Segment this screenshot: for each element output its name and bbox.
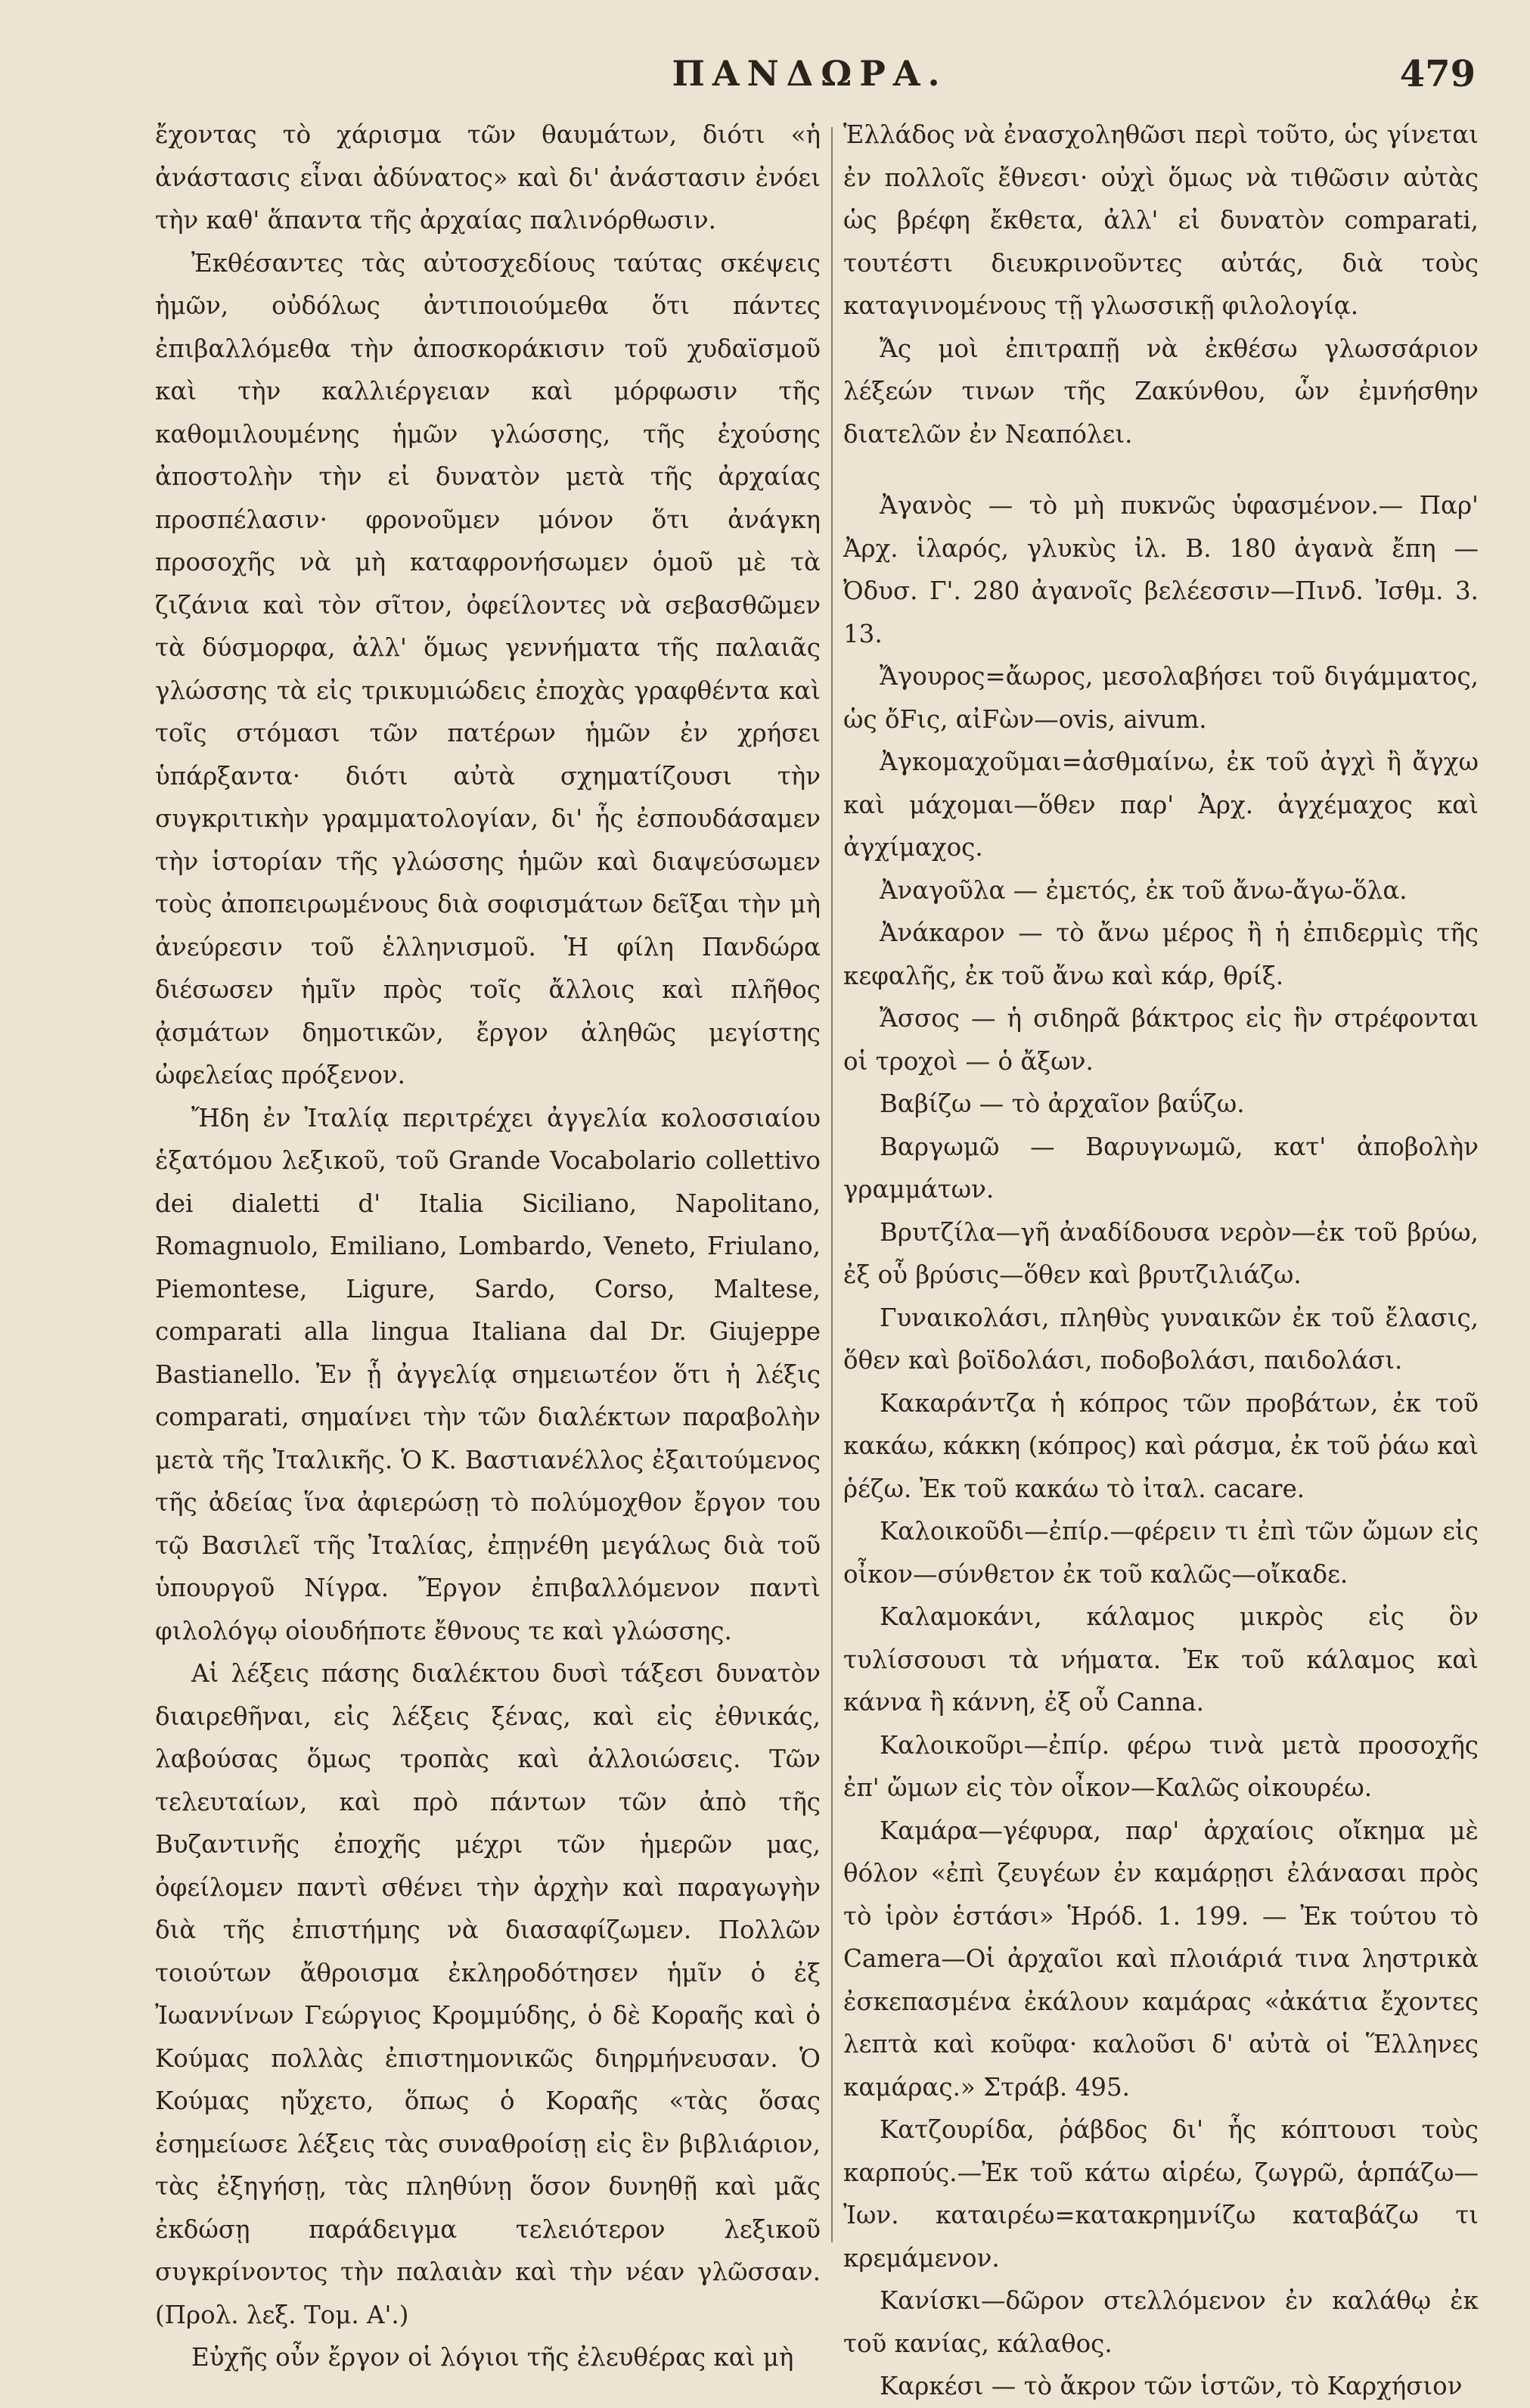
- glossary-entry: Ἄγουρος=ἄωρος, μεσολαβήσει τοῦ διγάμματος, ὡς ὄFις, αἰFὼν—ovis, aivum.: [843, 662, 1479, 734]
- glossary-entry: Κανίσκι—δῶρον στελλόμενον ἐν καλάθῳ ἐκ τοῦ κανίας, κάλαθος.: [843, 2286, 1479, 2358]
- paragraph: Ἑλλάδος νὰ ἐνασχοληθῶσι περὶ τοῦτο, ὡς γίνεται ἐν πολλοῖς ἔθνεσι· οὐχὶ ὅμως νὰ τιθῶσιν αὐτὰς ὡς βρέφη ἔκθετα, ἀλλ' εἰ δυνατὸν comparati, τουτέστι διευκρινοῦντες αὐτάς, διὰ τοὺς καταγινομένους τῇ γλωσσικῇ φιλολογίᾳ.: [843, 120, 1479, 320]
- glossary-entry: Καμάρα—γέφυρα, παρ' ἀρχαίοις οἴκημα μὲ θόλον «ἐπὶ ζευγέων ἐν καμάρῃσι ἐλάνασαι πρὸς τὸ ἱρὸν ἑστάσι» Ἡρόδ. 1. 199. — Ἐκ τούτου τὸ Camera—Οἱ ἀρχαῖοι καὶ πλοιάριά τινα ληστρικὰ ἐσκεπασμένα ἐκάλουν καμάρας «ἀκάτια ἔχοντες λεπτὰ καὶ κοῦφα· καλοῦσι δ' αὐτὰ οἱ Ἕλληνες καμάρας.» Στράβ. 495.: [843, 1816, 1479, 2102]
- paragraph: Αἱ λέξεις πάσης διαλέκτου δυσὶ τάξεσι δυνατὸν διαιρεθῆναι, εἰς λέξεις ξένας, καὶ εἰς ἐθνικάς, λαβούσας ὅμως τροπὰς καὶ ἀλλοιώσεις. Τῶν τελευταίων, καὶ πρὸ πάντων τῶν ἀπὸ τῆς Βυζαντινῆς ἐποχῆς μέχρι τῶν ἡμερῶν μας, ὀφείλομεν παντὶ σθένει τὴν ἀρχὴν καὶ παραγωγὴν διὰ τῆς ἐπιστήμης νὰ διασαφίζωμεν. Πολλῶν τοιούτων ἄθροισμα ἐκληροδότησεν ἡμῖν ὁ ἐξ Ἰωαννίνων Γεώργιος Κρομμύδης, ὁ δὲ Κοραῆς καὶ ὁ Κούμας πολλὰς ἐπιστημονικῶς διηρμήνευσαν. Ὁ Κούμας ηὔχετο, ὅπως ὁ Κοραῆς «τὰς ὅσας ἐσημείωσε λέξεις τὰς συναθροίσῃ εἰς ἓν βιβλιάριον, τὰς ἐξηγήσῃ, τὰς πληθύνῃ ὅσον δυνηθῇ καὶ μᾶς ἐκδώσῃ παράδειγμα τελειότερον λεξικοῦ συγκρίνοντος τὴν παλαιὰν καὶ τὴν νέαν γλῶσσαν. (Προλ. λεξ. Τομ. Α'.): [155, 1659, 821, 2329]
- paragraph: Ἤδη ἐν Ἰταλίᾳ περιτρέχει ἀγγελία κολοσσιαίου ἑξατόμου λεξικοῦ, τοῦ Grande Vocabolario collettivo dei dialetti d' Italia Siciliano, Napolitano, Romagnuolo, Emiliano, Lombardo, Veneto, Friulano, Piemontese, Ligure, Sardo, Corso, Maltese, comparati alla lingua Italiana dal Dr. Giujeppe Bastianello. Ἐν ᾗ ἀγγελίᾳ σημειωτέον ὅτι ἡ λέξις comparati, σημαίνει τὴν τῶν διαλέκτων παραβολὴν μετὰ τῆς Ἰταλικῆς. Ὁ Κ. Βαστιανέλλος ἐξαιτούμενος τῆς ἀδείας ἵνα ἀφιερώσῃ τὸ πολύμοχθον ἔργον του τῷ Βασιλεῖ τῆς Ἰταλίας, ἐπῃνέθη μεγάλως διὰ τοῦ ὑπουργοῦ Νίγρα. Ἔργον ἐπιβαλλόμενον παντὶ φιλολόγῳ οἱουδήποτε ἔθνους τε καὶ γλώσσης.: [155, 1103, 821, 1645]
- glossary-entry: Ἀναγοῦλα — ἐμετός, ἐκ τοῦ ἄνω-ἄγω-ὅλα.: [880, 875, 1407, 905]
- journal-title: ΠΑΝΔΩΡΑ.: [672, 53, 948, 94]
- glossary-entry: Γυναικολάσι, πληθὺς γυναικῶν ἐκ τοῦ ἔλασις, ὅθεν καὶ βοϊδολάσι, ποδοβολάσι, παιδολάσι.: [843, 1303, 1479, 1375]
- paragraph: Ἄς μοὶ ἐπιτραπῇ νὰ ἐκθέσω γλωσσάριον λέξεών τινων τῆς Ζακύνθου, ὧν ἐμνήσθην διατελῶν ἐν Νεαπόλει.: [843, 334, 1479, 449]
- glossary-entry: Κατζουρίδα, ῥάβδος δι' ἧς κόπτουσι τοὺς καρπούς.—Ἐκ τοῦ κάτω αἱρέω, ζωγρῶ, ἁρπάζω—Ἰων. καταιρέω=κατακρημνίζω καταβάζω τι κρεμάμενον.: [843, 2115, 1479, 2273]
- column-divider: [831, 127, 833, 2242]
- glossary-entry: Βαβίζω — τὸ ἀρχαῖον βαΰζω.: [880, 1089, 1245, 1118]
- paragraph: Ἐκθέσαντες τὰς αὐτοσχεδίους ταύτας σκέψεις ἡμῶν, οὐδόλως ἀντιποιούμεθα ὅτι πάντες ἐπιβαλλόμεθα τὴν ἀποσκοράκισιν τοῦ χυδαϊσμοῦ καὶ τὴν καλλιέργειαν καὶ μόρφωσιν τῆς καθομιλουμένης ἡμῶν γλώσσης, τῆς ἐχούσης ἀποστολὴν τὴν εἰ δυνατὸν μετὰ τῆς ἀρχαίας προσπέλασιν· φρονοῦμεν μόνον ὅτι ἀνάγκη προσοχῆς νὰ μὴ καταφρονήσωμεν ὁμοῦ μὲ τὰ ζιζάνια καὶ τὸν σῖτον, ὀφείλοντες νὰ σεβασθῶμεν τὰ δύσμορφα, ἀλλ' ὅμως γεννήματα τῆς παλαιᾶς γλώσσης τὰ εἰς τρικυμιώδεις ἐποχὰς γραφθέντα καὶ τοῖς στόμασι τῶν πατέρων ἡμῶν ἐν χρήσει ὑπάρξαντα· διότι αὐτὰ σχηματίζουσι τὴν συγκριτικὴν γραμματολογίαν, δι' ἧς ἐσπουδάσαμεν τὴν ἱστορίαν τῆς γλώσσης ἡμῶν καὶ διαψεύσωμεν τοὺς ἀποπειρωμένους διὰ σοφισμάτων δεῖξαι τὴν μὴ ἀνεύρεσιν τοῦ ἑλληνισμοῦ. Ἡ φίλη Πανδώρα διέσωσεν ἡμῖν πρὸς τοῖς ἄλλοις καὶ πλῆθος ᾀσμάτων δημοτικῶν, ἔργον ἀληθῶς μεγίστης ὠφελείας πρόξενον.: [155, 248, 821, 1089]
- glossary-entry: Καλαμοκάνι, κάλαμος μικρὸς εἰς ὃν τυλίσσουσι τὰ νήματα. Ἐκ τοῦ κάλαμος καὶ κάννα ἢ κάννη, ἐξ οὗ Canna.: [843, 1602, 1479, 1717]
- paragraph: Εὐχῆς οὖν ἔργον οἱ λόγιοι τῆς ἐλευθέρας καὶ μὴ: [191, 2343, 794, 2372]
- left-column: [155, 113, 821, 2372]
- glossary-entry: Καλοικοῦρι—ἐπίρ. φέρω τινὰ μετὰ προσοχῆς ἐπ' ὤμων εἰς τὸν οἶκον—Καλῶς οἰκουρέω.: [843, 1730, 1479, 1802]
- glossary-entry: Καλοικοῦδι—ἐπίρ.—φέρειν τι ἐπὶ τῶν ὤμων εἰς οἶκον—σύνθετον ἐκ τοῦ καλῶς—οἴκαδε.: [843, 1517, 1479, 1589]
- glossary-entry: Βαργωμῶ — Βαρυγνωμῶ, κατ' ἀποβολὴν γραμμάτων.: [843, 1132, 1479, 1204]
- glossary-entry: Ἄσσος — ἡ σιδηρᾶ βάκτρος εἰς ἣν στρέφονται οἱ τροχοὶ — ὁ ἄξων.: [843, 1004, 1479, 1076]
- glossary-entry: Κακαράντζα ἡ κόπρος τῶν προβάτων, ἐκ τοῦ κακάω, κάκκη (κόπρος) καὶ ράσμα, ἐκ τοῦ ῥάω καὶ ῥέζω. Ἐκ τοῦ κακάω τὸ ἰταλ. cacare.: [843, 1388, 1479, 1503]
- glossary-entry: Ἀγκομαχοῦμαι=ἀσθμαίνω, ἐκ τοῦ ἀγχὶ ἢ ἄγχω καὶ μάχομαι—ὅθεν παρ' Ἀρχ. ἀγχέμαχος καὶ ἀγχίμαχος.: [843, 747, 1479, 862]
- glossary-entry: Βρυτζίλα—γῆ ἀναδίδουσα νερὸν—ἐκ τοῦ βρύω, ἐξ οὗ βρύσις—ὅθεν καὶ βρυτζιλιάζω.: [843, 1217, 1479, 1289]
- paragraph: ἔχοντας τὸ χάρισμα τῶν θαυμάτων, διότι «ἡ ἀνάστασις εἶναι ἀδύνατος» καὶ δι' ἀνάστασιν ἐνόει τὴν καθ' ἅπαντα τῆς ἀρχαίας παλινόρθωσιν.: [155, 120, 821, 235]
- page-number: 479: [1399, 53, 1476, 95]
- running-header: [144, 53, 1476, 106]
- right-column: [843, 113, 1479, 2400]
- glossary-entry: Καρκέσι — τὸ ἄκρον τῶν ἱστῶν, τὸ Καρχήσιον: [880, 2372, 1463, 2400]
- glossary-entry: Ἀνάκαρον — τὸ ἄνω μέρος ἢ ἡ ἐπιδερμὶς τῆς κεφαλῆς, ἐκ τοῦ ἄνω καὶ κάρ, θρίξ.: [843, 918, 1479, 990]
- glossary-entry: Ἀγανὸς — τὸ μὴ πυκνῶς ὑφασμένον.— Παρ' Ἀρχ. ἱλαρός, γλυκὺς ἰλ. Β. 180 ἀγανὰ ἔπη — Ὀδυσ. Γ'. 280 ἀγανοῖς βελέεσσιν—Πινδ. Ἰσθμ. 3. 13.: [843, 491, 1479, 648]
